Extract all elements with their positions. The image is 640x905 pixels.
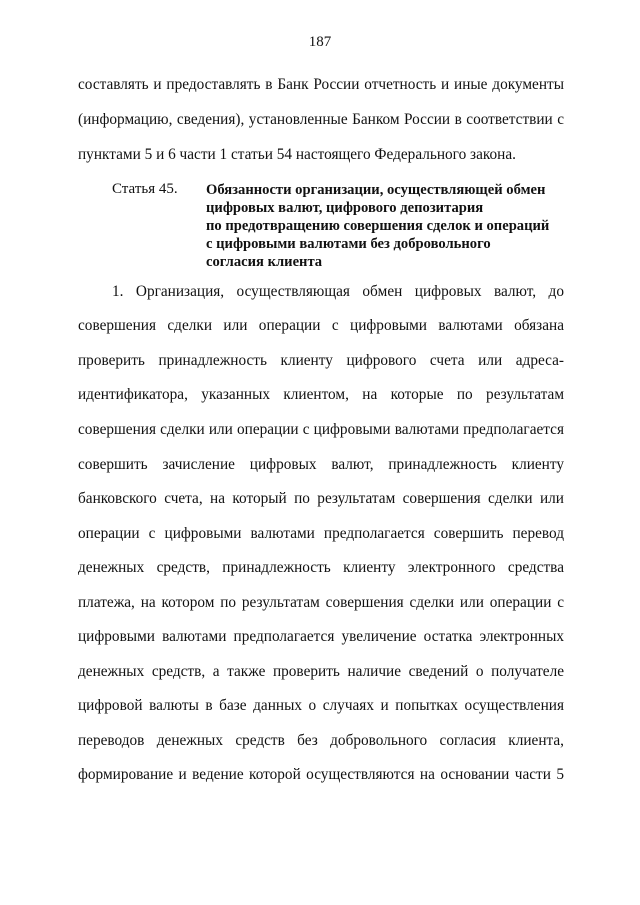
article-title-line: цифровых валют, цифрового депозитария bbox=[206, 200, 484, 216]
text-line: платежа, на котором по результатам совершения сделки или операции с bbox=[78, 594, 564, 611]
text-line: переводов денежных средств без добровольного согласия клиента, bbox=[78, 732, 564, 749]
page-number: 187 bbox=[308, 34, 332, 50]
text-line: денежных средств, принадлежность клиенту электронного средства bbox=[78, 559, 564, 576]
article-title-line: по предотвращению совершения сделок и операций bbox=[206, 218, 550, 234]
text-line: идентификатора, указанных клиентом, на которые по результатам bbox=[78, 386, 564, 403]
article-title bbox=[206, 181, 566, 271]
article-title-line: с цифровыми валютами без добровольного bbox=[206, 236, 491, 252]
text-line: цифровыми валютами предполагается увеличение остатка электронных bbox=[78, 628, 564, 645]
text-line: совершения сделки или операции с цифровыми валютами предполагается bbox=[78, 421, 564, 438]
text-line: 1. Организация, осуществляющая обмен цифровых валют, до bbox=[112, 283, 564, 300]
text-line: совершить зачисление цифровых валют, принадлежность клиенту bbox=[78, 456, 564, 473]
text-line: составлять и предоставлять в Банк России отчетность и иные документы bbox=[78, 76, 564, 93]
article-title-line: согласия клиента bbox=[206, 254, 323, 270]
text-line: банковского счета, на который по результатам совершения сделки или bbox=[78, 490, 564, 507]
text-line: совершения сделки или операции с цифровыми валютами обязана bbox=[78, 317, 564, 334]
article-title-line: Обязанности организации, осуществляющей обмен bbox=[206, 182, 546, 198]
text-line: пунктами 5 и 6 части 1 статьи 54 настоящего Федерального закона. bbox=[78, 146, 516, 163]
text-line: формирование и ведение которой осуществляются на основании части 5 bbox=[78, 766, 564, 783]
text-line: цифровой валюты в базе данных о случаях и попытках осуществления bbox=[78, 697, 564, 714]
article-label: Статья 45. bbox=[112, 181, 178, 197]
text-line: денежных средств, а также проверить наличие сведений о получателе bbox=[78, 663, 564, 680]
text-line: проверить принадлежность клиенту цифрового счета или адреса- bbox=[78, 352, 564, 369]
text-line: (информацию, сведения), установленные Банком России в соответствии с bbox=[78, 111, 564, 128]
text-line: операции с цифровыми валютами предполагается совершить перевод bbox=[78, 525, 564, 542]
